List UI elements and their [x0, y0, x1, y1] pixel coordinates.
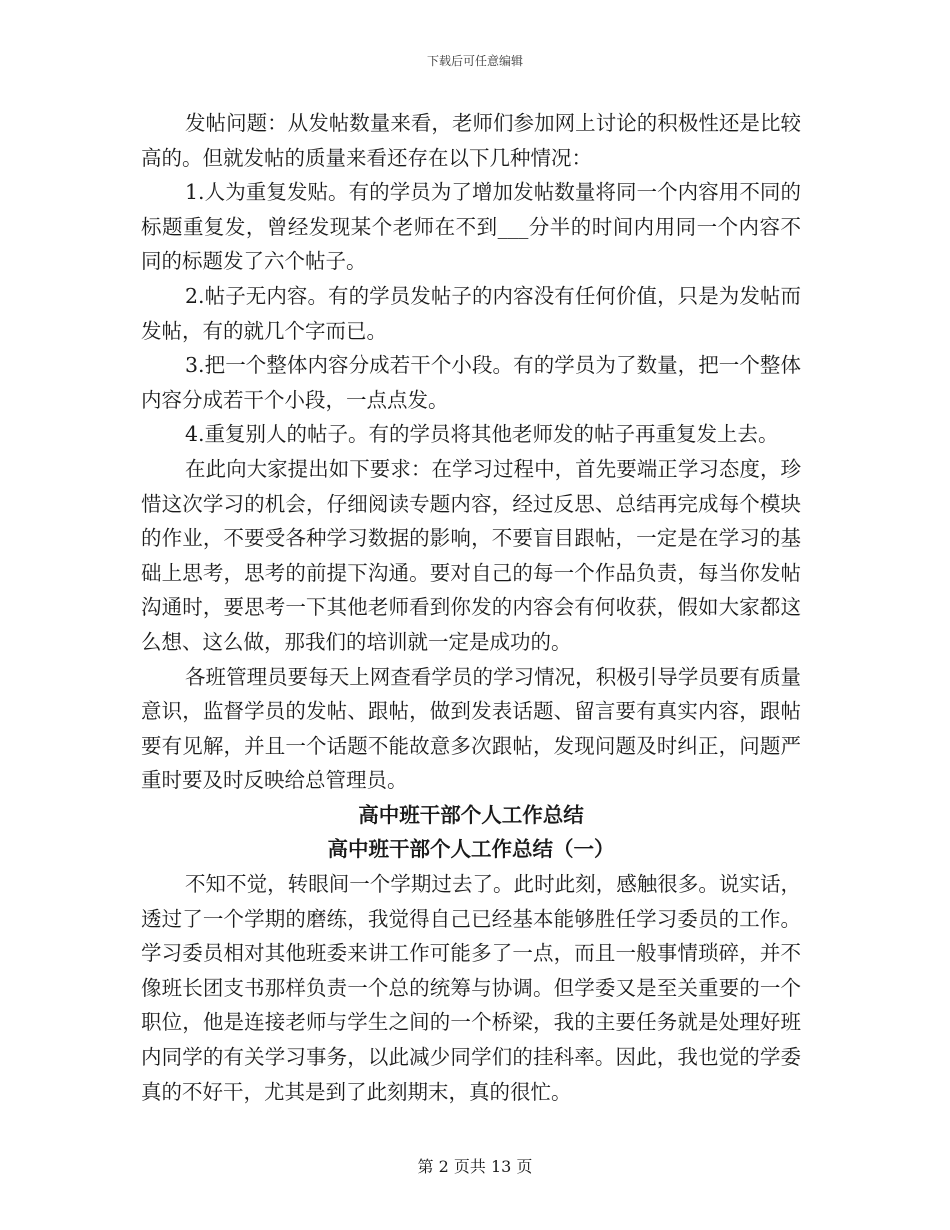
document-body: [141, 106, 801, 1109]
paragraph: 不知不觉，转眼间一个学期过去了。此时此刻，感触很多。说实话，透过了一个学期的磨练，我觉得自己已经基本能够胜任学习委员的工作。学习委员相对其他班委来讲工作可能多了一点，而且一般事情琐碎，并不像班长团支书那样负责一个总的统筹与协调。但学委又是至关重要的一个职位，他是连接老师与学生之间的一个桥梁，我的主要任务就是处理好班内同学的有关学习事务，以此减少同学们的挂科率。因此，我也觉的学委真的不好干，尤其是到了此刻期末，真的很忙。: [141, 872, 801, 1104]
page-number: 第 2 页共 13 页: [417, 1157, 533, 1176]
section-subtitle: 高中班干部个人工作总结（一）: [327, 837, 615, 862]
paragraph: 1.人为重复发贴。有的学员为了增加发帖数量将同一个内容用不同的标题重复发，曾经发现某个老师在不到___分半的时间内用同一个内容不同的标题发了六个帖子。: [141, 180, 801, 274]
paragraph: 4.重复别人的帖子。有的学员将其他老师发的帖子再重复发上去。: [185, 422, 779, 447]
section-title: 高中班干部个人工作总结: [358, 802, 584, 827]
page-header: 下载后可任意编辑: [426, 54, 523, 68]
paragraph: 各班管理员要每天上网查看学员的学习情况，积极引导学员要有质量意识，监督学员的发帖、跟帖，做到发表话题、留言要有真实内容，跟帖要有见解，并且一个话题不能故意多次跟帖，发现问题及时纠正，问题严重时要及时反映给总管理员。: [141, 664, 801, 793]
paragraph: 发帖问题：从发帖数量来看，老师们参加网上讨论的积极性还是比较高的。但就发帖的质量来看还存在以下几种情况：: [141, 111, 801, 170]
paragraph: 2.帖子无内容。有的学员发帖子的内容没有任何价值，只是为发帖而发帖，有的就几个字而已。: [141, 283, 801, 343]
paragraph: 在此向大家提出如下要求：在学习过程中，首先要端正学习态度，珍惜这次学习的机会，仔细阅读专题内容，经过反思、总结再完成每个模块的作业，不要受各种学习数据的影响，不要盲目跟帖，一定是在学习的基础上思考，思考的前提下沟通。要对自己的每一个作品负责，每当你发帖沟通时，要思考一下其他老师看到你发的内容会有何收获，假如大家都这么想、这么做，那我们的培训就一定是成功的。: [141, 456, 801, 654]
paragraph: 3.把一个整体内容分成若干个小段。有的学员为了数量，把一个整体内容分成若干个小段，一点点发。: [141, 353, 801, 412]
